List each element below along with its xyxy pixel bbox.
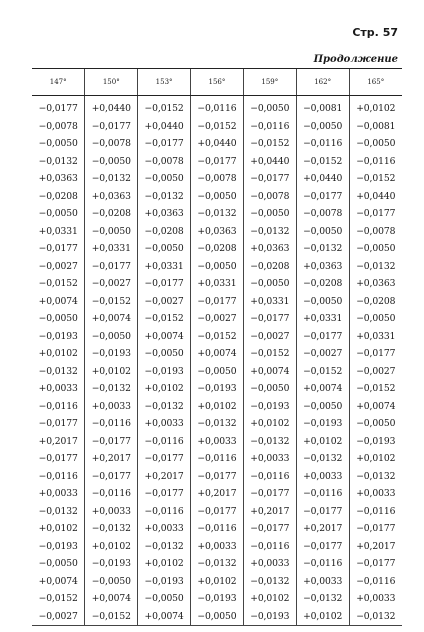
- table-row: [32, 555, 402, 573]
- table-row: [32, 450, 402, 468]
- table-cell: −0,0116: [243, 118, 296, 136]
- table-cell: −0,0132: [191, 205, 244, 223]
- table-cell: +0,0102: [191, 573, 244, 591]
- table-cell: +0,0331: [85, 240, 138, 258]
- table-cell: +0,0033: [38, 383, 78, 395]
- continuation-label: Продолжение: [313, 54, 398, 65]
- table-cell: −0,0078: [38, 120, 78, 132]
- table-cell: −0,0116: [349, 573, 402, 591]
- table-row: [32, 608, 402, 626]
- table-cell: −0,0177: [138, 275, 191, 293]
- table-cell: −0,0078: [243, 188, 296, 206]
- table-cell: +0,0440: [191, 135, 244, 153]
- table-cell: −0,0050: [243, 96, 296, 118]
- table-cell: −0,0152: [191, 118, 244, 136]
- table-cell: −0,0050: [191, 363, 244, 381]
- table-cell: +0,0102: [38, 348, 78, 360]
- table-row: [32, 188, 402, 206]
- table-cell: +0,0033: [138, 520, 191, 538]
- table-cell: +0,0331: [191, 275, 244, 293]
- table-cell: −0,0116: [296, 135, 349, 153]
- table-row: [32, 275, 402, 293]
- table-cell: +0,0074: [85, 310, 138, 328]
- table-cell: −0,0132: [243, 433, 296, 451]
- table-cell: +0,0074: [85, 590, 138, 608]
- table-cell: −0,0050: [85, 573, 138, 591]
- table-row: [32, 503, 402, 521]
- table-cell: +0,0363: [138, 205, 191, 223]
- table-row: [32, 118, 402, 136]
- table-cell: −0,0116: [296, 485, 349, 503]
- table-cell: −0,0177: [349, 205, 402, 223]
- table-cell: +0,2017: [38, 435, 78, 447]
- table-row: [32, 433, 402, 451]
- table-row: [32, 223, 402, 241]
- table-cell: −0,0177: [38, 453, 78, 465]
- table-row: [32, 345, 402, 363]
- table-cell: −0,0132: [138, 538, 191, 556]
- table-cell: −0,0050: [349, 240, 402, 258]
- table-cell: −0,0078: [349, 223, 402, 241]
- table-cell: +0,0363: [38, 173, 78, 185]
- table-cell: +0,2017: [85, 450, 138, 468]
- table-cell: −0,0078: [138, 153, 191, 171]
- table-cell: −0,0132: [296, 450, 349, 468]
- table-cell: +0,0074: [296, 380, 349, 398]
- table-cell: −0,0132: [38, 155, 78, 167]
- table-cell: +0,0331: [349, 328, 402, 346]
- table-cell: −0,0132: [85, 520, 138, 538]
- table-cell: −0,0152: [85, 608, 138, 626]
- table-cell: −0,0193: [38, 330, 78, 342]
- table-cell: −0,0177: [243, 485, 296, 503]
- table-cell: +0,0440: [349, 188, 402, 206]
- table-cell: −0,0027: [349, 363, 402, 381]
- table-cell: +0,0331: [38, 225, 78, 237]
- table-cell: −0,0050: [243, 275, 296, 293]
- table-cell: −0,0177: [38, 243, 78, 255]
- table-cell: −0,0177: [138, 135, 191, 153]
- table-cell: −0,0193: [85, 555, 138, 573]
- column-header: 153°: [138, 69, 191, 96]
- table-cell: −0,0116: [296, 555, 349, 573]
- table-cell: +0,0074: [138, 608, 191, 626]
- table-cell: −0,0132: [296, 240, 349, 258]
- table-cell: −0,0078: [296, 205, 349, 223]
- table-cell: −0,0177: [138, 450, 191, 468]
- table-cell: −0,0132: [349, 258, 402, 276]
- table-cell: +0,0363: [243, 240, 296, 258]
- table-cell: +0,0033: [191, 433, 244, 451]
- table-cell: −0,0050: [38, 313, 78, 325]
- table-cell: −0,0177: [296, 328, 349, 346]
- table-cell: −0,0193: [191, 380, 244, 398]
- table-cell: +0,0363: [85, 188, 138, 206]
- table-cell: −0,0208: [296, 275, 349, 293]
- column-header: 150°: [85, 69, 138, 96]
- table-row: [32, 258, 402, 276]
- table-cell: −0,0152: [138, 96, 191, 118]
- table-cell: −0,0208: [138, 223, 191, 241]
- table-cell: +0,0033: [349, 590, 402, 608]
- table-cell: +0,2017: [296, 520, 349, 538]
- table-cell: −0,0177: [85, 258, 138, 276]
- table-cell: −0,0177: [349, 555, 402, 573]
- table-cell: +0,0440: [296, 170, 349, 188]
- table-cell: +0,0033: [85, 398, 138, 416]
- table-cell: −0,0208: [243, 258, 296, 276]
- table-cell: +0,0440: [243, 153, 296, 171]
- table-cell: −0,0116: [349, 503, 402, 521]
- table-cell: −0,0050: [243, 205, 296, 223]
- table-cell: −0,0177: [191, 503, 244, 521]
- table-cell: −0,0116: [191, 520, 244, 538]
- table-cell: −0,0050: [38, 208, 78, 220]
- table-cell: −0,0050: [349, 310, 402, 328]
- table-cell: −0,0132: [296, 590, 349, 608]
- table-cell: +0,0033: [38, 488, 78, 500]
- column-header: 165°: [349, 69, 402, 96]
- page-number: Стр. 57: [352, 26, 398, 39]
- table-cell: −0,0078: [191, 170, 244, 188]
- table-row: [32, 538, 402, 556]
- table-cell: +0,0102: [243, 590, 296, 608]
- table-cell: −0,0116: [38, 470, 78, 482]
- table-cell: −0,0027: [38, 260, 78, 272]
- table-row: [32, 153, 402, 171]
- table-row: [32, 328, 402, 346]
- table-cell: −0,0152: [38, 593, 78, 605]
- table-cell: −0,0132: [243, 223, 296, 241]
- table-cell: −0,0177: [296, 538, 349, 556]
- table-row: [32, 240, 402, 258]
- table-cell: +0,0440: [85, 96, 138, 118]
- table-cell: −0,0152: [191, 328, 244, 346]
- table-cell: +0,0074: [138, 328, 191, 346]
- table-cell: −0,0193: [38, 540, 78, 552]
- table-cell: −0,0050: [85, 328, 138, 346]
- table-cell: −0,0152: [243, 345, 296, 363]
- table-cell: +0,0033: [349, 485, 402, 503]
- table-cell: +0,0440: [138, 118, 191, 136]
- table-cell: +0,0102: [349, 450, 402, 468]
- table-cell: −0,0177: [243, 170, 296, 188]
- table-cell: +0,0074: [191, 345, 244, 363]
- table-cell: −0,0027: [85, 275, 138, 293]
- table-cell: −0,0050: [349, 135, 402, 153]
- table-cell: −0,0050: [191, 608, 244, 626]
- table-cell: −0,0050: [191, 258, 244, 276]
- table-cell: +0,0033: [296, 468, 349, 486]
- table-cell: −0,0050: [138, 590, 191, 608]
- table-cell: −0,0152: [38, 278, 78, 290]
- table-cell: −0,0177: [243, 310, 296, 328]
- table-cell: −0,0050: [296, 223, 349, 241]
- table-row: [32, 363, 402, 381]
- table-cell: −0,0116: [243, 538, 296, 556]
- table-cell: +0,0331: [138, 258, 191, 276]
- table-cell: −0,0152: [138, 310, 191, 328]
- column-header: 147°: [32, 69, 85, 96]
- table-cell: +0,2017: [191, 485, 244, 503]
- table-row: [32, 520, 402, 538]
- table-row: [32, 170, 402, 188]
- table-cell: −0,0193: [243, 398, 296, 416]
- table-cell: −0,0050: [38, 138, 78, 150]
- table-cell: −0,0152: [243, 135, 296, 153]
- table-cell: −0,0132: [349, 468, 402, 486]
- table-cell: −0,0116: [243, 468, 296, 486]
- table-cell: −0,0116: [191, 450, 244, 468]
- table-cell: −0,0177: [349, 345, 402, 363]
- table-cell: −0,0116: [138, 503, 191, 521]
- table-body: [32, 96, 402, 626]
- table-cell: +0,0102: [296, 608, 349, 626]
- table-cell: +0,0033: [191, 538, 244, 556]
- table-cell: −0,0193: [138, 573, 191, 591]
- table-cell: −0,0081: [349, 118, 402, 136]
- table-cell: −0,0152: [349, 380, 402, 398]
- table-cell: +0,2017: [138, 468, 191, 486]
- table-cell: +0,0102: [138, 555, 191, 573]
- table-cell: +0,0074: [38, 295, 78, 307]
- table-cell: −0,0193: [138, 363, 191, 381]
- table-cell: −0,0152: [85, 293, 138, 311]
- table-cell: −0,0208: [191, 240, 244, 258]
- table-cell: −0,0050: [85, 153, 138, 171]
- table-row: [32, 205, 402, 223]
- table-cell: −0,0132: [85, 380, 138, 398]
- table-cell: +0,2017: [243, 503, 296, 521]
- table-row: [32, 293, 402, 311]
- table-cell: −0,0152: [296, 153, 349, 171]
- table-cell: −0,0208: [85, 205, 138, 223]
- column-header: 159°: [243, 69, 296, 96]
- table-cell: −0,0177: [191, 153, 244, 171]
- table-row: [32, 310, 402, 328]
- table-cell: −0,0050: [243, 380, 296, 398]
- table-cell: +0,0033: [243, 555, 296, 573]
- table-cell: −0,0193: [243, 608, 296, 626]
- table-cell: −0,0132: [243, 573, 296, 591]
- table-cell: −0,0177: [296, 503, 349, 521]
- table-row: [32, 415, 402, 433]
- table-cell: +0,0102: [85, 538, 138, 556]
- table-cell: −0,0132: [191, 555, 244, 573]
- table-cell: −0,0050: [138, 240, 191, 258]
- table-cell: +0,0102: [349, 96, 402, 118]
- table-cell: −0,0050: [296, 398, 349, 416]
- table-cell: +0,0074: [38, 575, 78, 587]
- table-cell: +0,0102: [38, 523, 78, 535]
- table-cell: −0,0050: [296, 293, 349, 311]
- table-cell: −0,0177: [38, 103, 78, 115]
- table-cell: −0,0177: [85, 118, 138, 136]
- table-cell: −0,0193: [296, 415, 349, 433]
- table-cell: −0,0050: [296, 118, 349, 136]
- table-cell: −0,0177: [191, 293, 244, 311]
- table-cell: −0,0027: [296, 345, 349, 363]
- table-cell: −0,0050: [191, 188, 244, 206]
- table-cell: −0,0050: [85, 223, 138, 241]
- table-row: [32, 398, 402, 416]
- table-cell: −0,0027: [138, 293, 191, 311]
- table-cell: +0,0363: [349, 275, 402, 293]
- table-row: [32, 485, 402, 503]
- table-cell: −0,0081: [296, 96, 349, 118]
- table-cell: −0,0132: [38, 365, 78, 377]
- table-cell: −0,0177: [85, 468, 138, 486]
- table-cell: +0,0102: [296, 433, 349, 451]
- table-row: [32, 590, 402, 608]
- table-cell: −0,0152: [296, 363, 349, 381]
- table-cell: −0,0177: [243, 520, 296, 538]
- table-cell: −0,0152: [349, 170, 402, 188]
- table-cell: −0,0177: [138, 485, 191, 503]
- table-cell: +0,0363: [296, 258, 349, 276]
- table-cell: −0,0132: [138, 398, 191, 416]
- table-cell: −0,0050: [138, 170, 191, 188]
- table-cell: −0,0132: [349, 608, 402, 626]
- table-cell: +0,0074: [349, 398, 402, 416]
- table-cell: −0,0027: [32, 608, 85, 626]
- table-cell: −0,0116: [38, 400, 78, 412]
- table-cell: −0,0050: [138, 345, 191, 363]
- table-cell: −0,0116: [85, 415, 138, 433]
- table-cell: −0,0132: [191, 415, 244, 433]
- table-cell: −0,0116: [138, 433, 191, 451]
- table-row: [32, 135, 402, 153]
- table-cell: −0,0177: [38, 418, 78, 430]
- table-cell: −0,0193: [85, 345, 138, 363]
- table-cell: +0,0102: [191, 398, 244, 416]
- table-cell: +0,2017: [349, 538, 402, 556]
- table-cell: +0,0074: [243, 363, 296, 381]
- table-row: [32, 96, 402, 118]
- table-cell: +0,0033: [85, 503, 138, 521]
- table-cell: +0,0033: [138, 415, 191, 433]
- table-row: [32, 573, 402, 591]
- table-cell: −0,0027: [243, 328, 296, 346]
- table-cell: +0,0102: [85, 363, 138, 381]
- table-cell: −0,0078: [85, 135, 138, 153]
- header-row: [32, 69, 402, 96]
- column-header: 156°: [191, 69, 244, 96]
- table-cell: +0,0331: [296, 310, 349, 328]
- table-cell: −0,0177: [191, 468, 244, 486]
- table-row: [32, 468, 402, 486]
- table-cell: −0,0208: [38, 190, 78, 202]
- table-cell: −0,0132: [85, 170, 138, 188]
- table-row: [32, 380, 402, 398]
- table-cell: −0,0177: [296, 188, 349, 206]
- table-cell: +0,0033: [296, 573, 349, 591]
- table-cell: −0,0050: [38, 558, 78, 570]
- table-cell: −0,0177: [349, 520, 402, 538]
- data-table: [32, 68, 402, 626]
- table-cell: −0,0027: [191, 310, 244, 328]
- table-cell: −0,0177: [85, 433, 138, 451]
- table-cell: −0,0116: [85, 485, 138, 503]
- table-cell: −0,0050: [349, 415, 402, 433]
- table-cell: −0,0132: [38, 505, 78, 517]
- table-cell: +0,0331: [243, 293, 296, 311]
- table-cell: +0,0033: [243, 450, 296, 468]
- table-cell: +0,0102: [138, 380, 191, 398]
- table-cell: −0,0116: [349, 153, 402, 171]
- table-cell: −0,0208: [349, 293, 402, 311]
- table-cell: −0,0193: [191, 590, 244, 608]
- column-header: 162°: [296, 69, 349, 96]
- table-cell: −0,0193: [349, 433, 402, 451]
- table-cell: +0,0363: [191, 223, 244, 241]
- table-cell: +0,0102: [243, 415, 296, 433]
- table-cell: −0,0116: [191, 96, 244, 118]
- table-cell: −0,0132: [138, 188, 191, 206]
